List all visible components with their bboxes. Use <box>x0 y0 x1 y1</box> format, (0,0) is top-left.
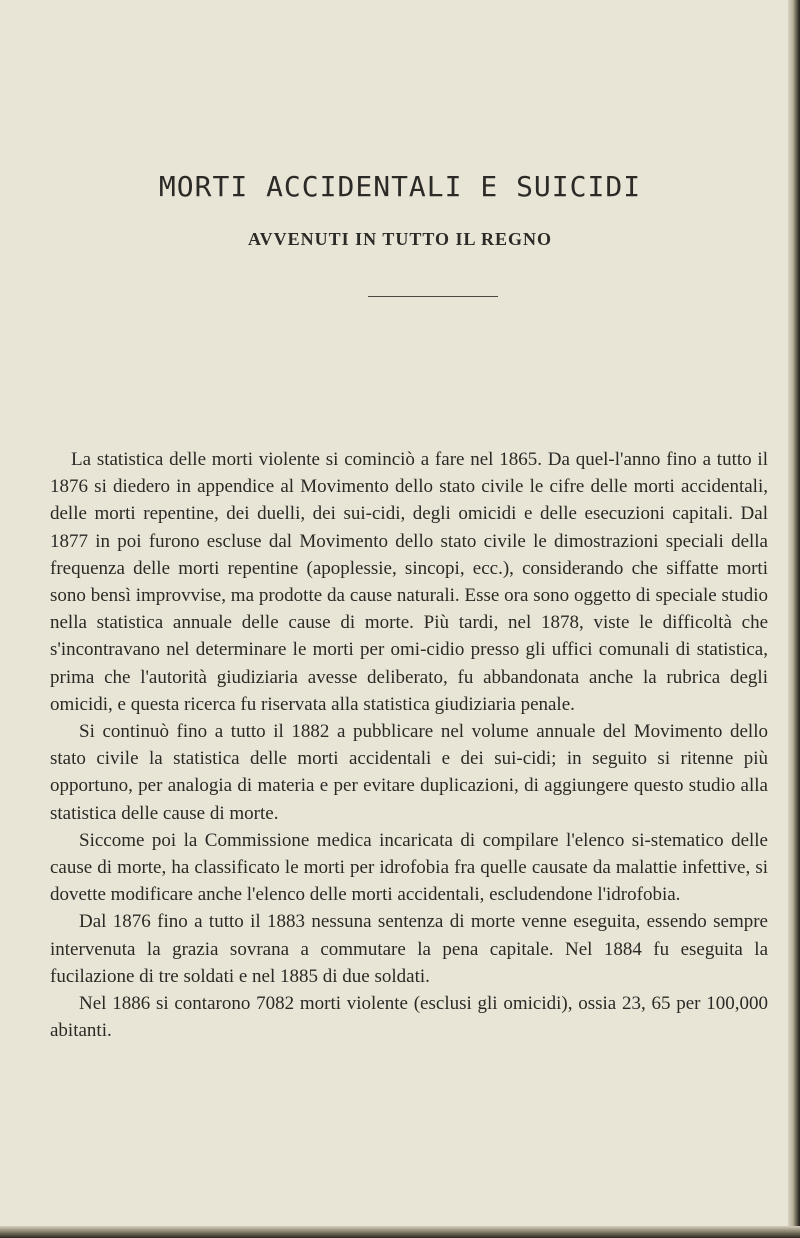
page-title: MORTI ACCIDENTALI E SUICIDI <box>158 170 642 203</box>
page-bottom-shadow <box>0 1226 800 1238</box>
body-text <box>50 446 768 1044</box>
paragraph: Nel 1886 si contarono 7082 morti violente (esclusi gli omicidi), ossia 23, 65 per 100,000 abitanti. <box>50 993 768 1042</box>
page-subtitle: AVVENUTI IN TUTTO IL REGNO <box>247 229 553 249</box>
paragraph: La statistica delle morti violente si cominciò a fare nel 1865. Da quel-l'anno fino a tutto il 1876 si diedero in appendice al Movimento dello stato civile le cifre delle morti accidentali, delle morti repentine, dei duelli, dei sui-cidi, degli omicidi e delle esecuzioni capitali. Dal 1877 in poi furono escluse dal Movimento dello stato civile le dimostrazioni speciali della frequenza delle morti repentine (apoplessie, sincopi, ecc.), considerando che siffatte morti sono bensì improvvise, ma prodotte da cause naturali. Esse ora sono oggetto di speciale studio nella statistica annuale delle cause di morte. Più tardi, nel 1878, viste le difficoltà che s'incontravano nel determinare le morti per omi-cidio presso gli uffici comunali di statistica, prima che l'autorità giudiziaria avesse deliberato, fu abbandonata anche la rubrica degli omicidi, e questa ricerca fu riservata alla statistica giudiziaria penale. <box>50 449 768 715</box>
paragraph: Si continuò fino a tutto il 1882 a pubblicare nel volume annuale del Movimento dello stato civile la statistica delle morti accidentali e dei sui-cidi; in seguito si ritenne più opportuno, per analogia di materia e per evitare duplicazioni, di aggiungere questo studio alla statistica delle cause di morte. <box>50 721 768 824</box>
paragraph: Siccome poi la Commissione medica incaricata di compilare l'elenco si-stematico delle cause di morte, ha classificato le morti per idrofobia fra quelle causate da malattie infettive, si dovette modificare anche l'elenco delle morti accidentali, escludendone l'idrofobia. <box>50 829 768 906</box>
title-divider <box>368 296 498 297</box>
page-edge-shadow <box>788 0 800 1238</box>
paragraph: Dal 1876 fino a tutto il 1883 nessuna sentenza di morte venne eseguita, essendo sempre intervenuta la grazia sovrana a commutare la pena capitale. Nel 1884 fu eseguita la fucilazione di tre soldati e nel 1885 di due soldati. <box>50 911 768 987</box>
